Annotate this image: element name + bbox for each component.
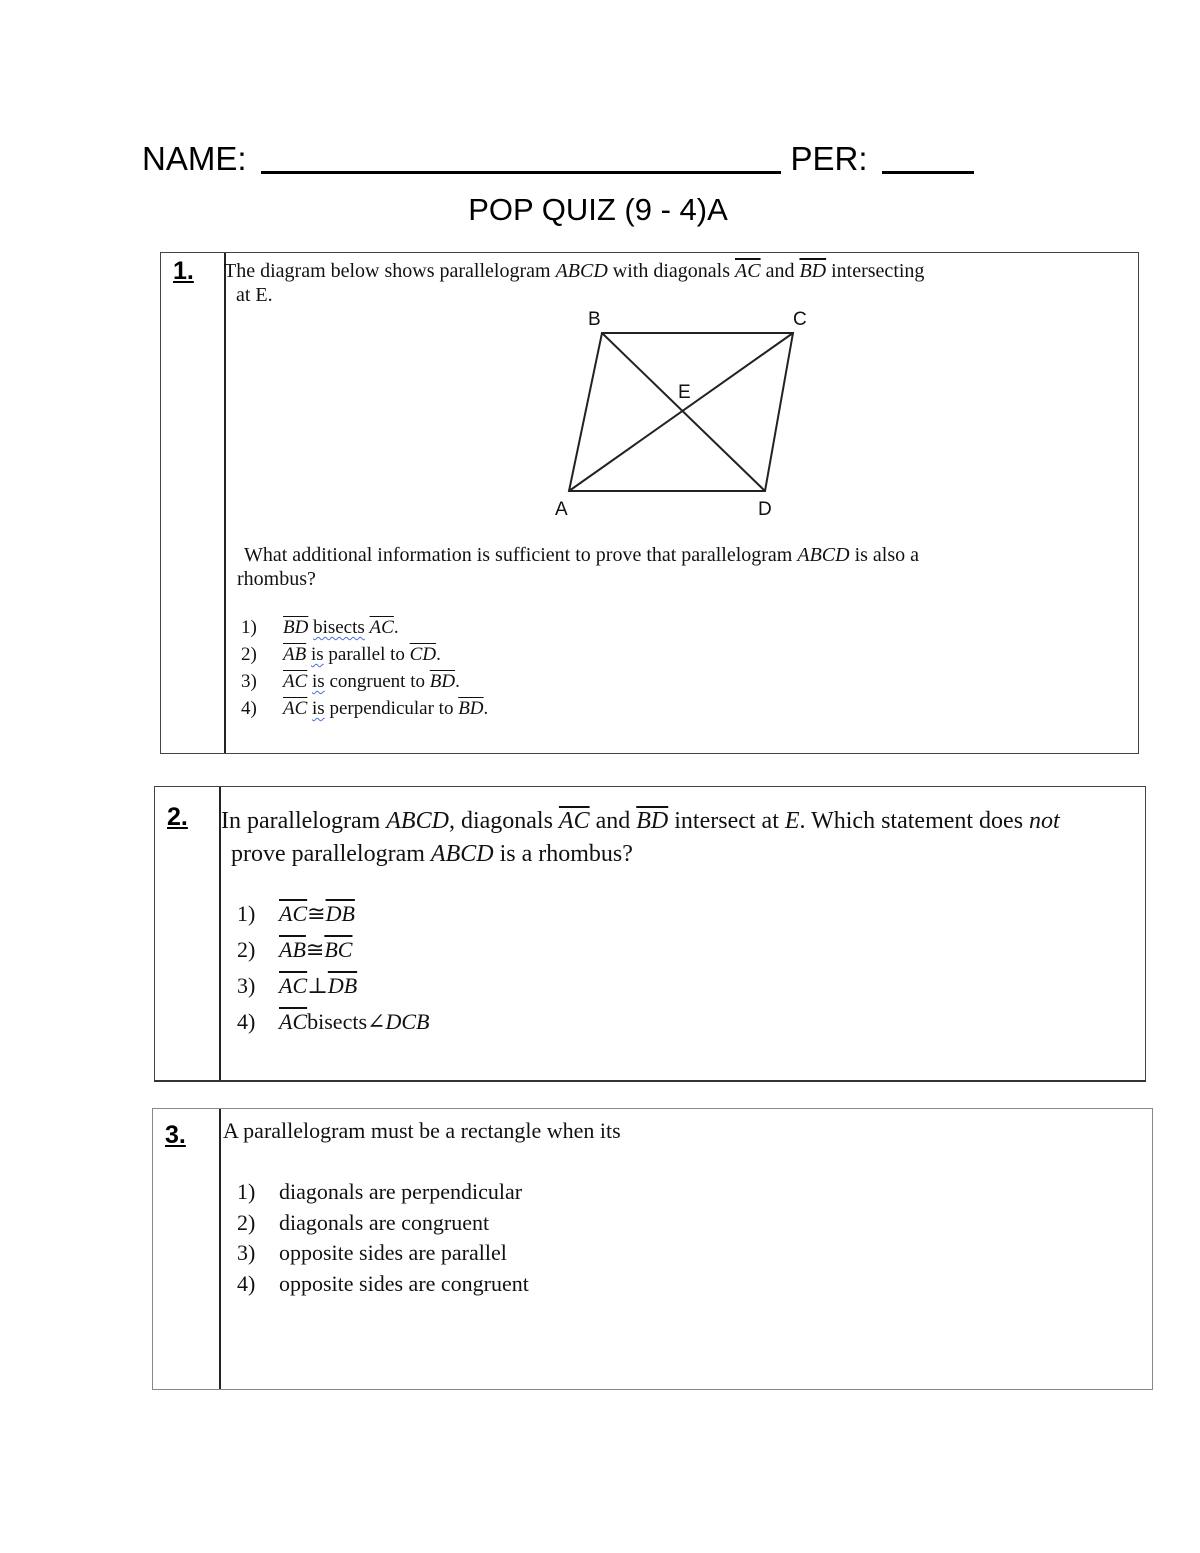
vertex-label-d: D <box>758 499 772 520</box>
vertex-label-b: B <box>588 309 601 330</box>
answer-choice[interactable]: 3) $\overline{AC}$ is congruent to $\overline{BD}$ . <box>241 671 460 692</box>
answer-choice[interactable]: 4) opposite sides are congruent <box>237 1270 529 1296</box>
answer-choice[interactable]: 2) $\overline{AB}$ ≅ $\overline{BC}$ <box>237 937 353 962</box>
question-1-choices <box>241 617 488 725</box>
question-2-choices <box>237 901 429 1045</box>
segment-bd: $\overline{BD}$ <box>799 260 827 282</box>
question-3-stem: A parallelogram must be a rectangle when its <box>223 1118 621 1143</box>
diagonal-ac <box>569 333 793 491</box>
quiz-title: POP QUIZ (9 - 4)A <box>468 192 728 227</box>
per-label: PER: <box>790 140 868 177</box>
name-label: NAME: <box>142 140 247 177</box>
question-number: 1. <box>173 257 194 285</box>
vertex-label-a: A <box>555 499 568 520</box>
answer-choice[interactable]: 4) $\overline{AC}$ is perpendicular to $\overline{BD}$ . <box>241 698 489 719</box>
question-number: 2. <box>167 803 188 831</box>
question-1-box <box>160 252 1139 754</box>
vertex-label-c: C <box>793 309 807 330</box>
question-3-choices <box>237 1179 529 1301</box>
segment-ac: $\overline{AC}$ <box>735 260 761 282</box>
answer-choice[interactable]: 1) $\overline{BD}$ bisects $\overline{AC}$ . <box>241 617 399 638</box>
vertex-label-e: E <box>678 382 691 403</box>
answer-choice[interactable]: 1) diagonals are perpendicular <box>237 1179 523 1204</box>
cropped-box-edge <box>154 1080 1146 1090</box>
answer-choice[interactable]: 4) $\overline{AC}$ bisects ∠DCB <box>237 1009 430 1034</box>
answer-choice[interactable]: 1) $\overline{AC}$ ≅ $\overline{DB}$ <box>237 901 355 926</box>
name-blank[interactable] <box>261 143 781 174</box>
question-2-stem: In parallelogram ABCD, diagonals $\overline{AC}$ and $\overline{BD}$ intersect at E. Which statement does not prove parallelogram ABCD is a rhombus? <box>221 808 1060 867</box>
question-number-column <box>153 1109 221 1389</box>
answer-choice[interactable]: 3) opposite sides are parallel <box>237 1240 507 1265</box>
answer-choice[interactable]: 2) diagonals are congruent <box>237 1209 490 1235</box>
question-number-column <box>155 787 221 1080</box>
question-2-box <box>154 786 1146 1080</box>
header-line <box>142 140 974 178</box>
period-blank[interactable] <box>882 143 974 174</box>
question-1-intro: The diagram below shows parallelogram ABCD with diagonals $\overline{AC}$ and $\overline{BD}$ intersecting at E. <box>224 260 925 306</box>
answer-choice[interactable]: 2) $\overline{AB}$ is parallel to $\overline{CD}$ . <box>241 644 441 665</box>
answer-choice[interactable]: 3) $\overline{AC}$ ⊥ $\overline{DB}$ <box>237 973 358 998</box>
question-3-box <box>152 1108 1153 1390</box>
question-1-prompt: What additional information is sufficient to prove that parallelogram ABCD is also a rhombus? <box>237 544 920 590</box>
diagonal-bd <box>602 333 765 491</box>
question-number: 3. <box>165 1121 186 1149</box>
